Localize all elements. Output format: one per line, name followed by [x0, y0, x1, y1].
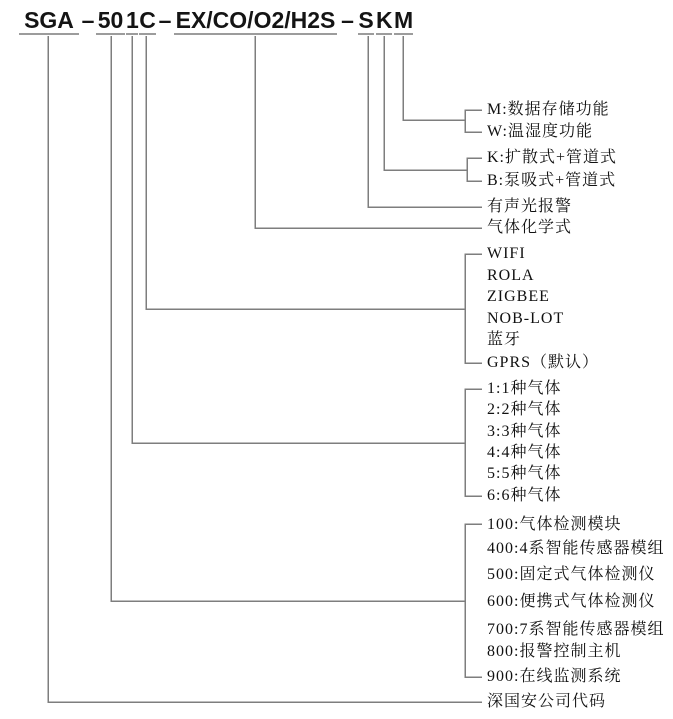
code-segment-gas-count: 1 [126, 7, 139, 33]
bracket-gas-count [465, 389, 482, 496]
legend-item-comm-wifi: WIFI [487, 245, 526, 262]
code-segment-gas-formula: EX/CO/O2/H2S [175, 7, 336, 33]
connector-sampling-line [384, 36, 467, 170]
legend-item-series-600: 600:便携式气体检测仪 [487, 593, 656, 610]
bracket-communication [465, 254, 482, 363]
legend-item-gas-count-5: 5:5种气体 [487, 465, 562, 482]
legend-item-alarm: 有声光报警 [487, 198, 573, 215]
legend-item-comm-bluetooth: 蓝牙 [487, 331, 522, 348]
connector-storage-line [403, 36, 465, 120]
legend-item-comm-rola: ROLA [487, 267, 535, 284]
legend-item-gas-count-1: 1:1种气体 [487, 380, 562, 397]
legend-item-comm-noblot: NOB-LOT [487, 310, 565, 327]
legend-item-sampling-b: B:泵吸式+管道式 [487, 172, 617, 189]
legend-item-gas-formula: 气体化学式 [487, 219, 573, 236]
legend-item-storage-w: W:温湿度功能 [487, 123, 593, 140]
legend-item-series-900: 900:在线监测系统 [487, 668, 622, 685]
bracket-sampling [467, 158, 482, 181]
legend-item-series-400: 400:4系智能传感器模组 [487, 540, 665, 557]
code-segment-alarm: S [358, 7, 374, 33]
connector-company-line [48, 36, 482, 702]
code-dash-1: – [81, 7, 95, 33]
legend-item-series-500: 500:固定式气体检测仪 [487, 566, 656, 583]
legend-item-comm-gprs: GPRS（默认） [487, 354, 600, 371]
legend-item-sampling-k: K:扩散式+管道式 [487, 149, 618, 166]
legend-item-series-700: 700:7系智能传感器模组 [487, 621, 665, 638]
legend-item-comm-zigbee: ZIGBEE [487, 288, 550, 305]
bracket-storage [465, 110, 482, 132]
code-segment-communication: C [139, 7, 156, 33]
legend-item-gas-count-3: 3:3种气体 [487, 423, 562, 440]
code-dash-2: – [158, 7, 172, 33]
legend-item-gas-count-4: 4:4种气体 [487, 444, 562, 461]
code-segment-sampling: K [376, 7, 393, 33]
code-dash-3: – [341, 7, 354, 33]
legend-item-gas-count-6: 6:6种气体 [487, 487, 562, 504]
legend-item-series-100: 100:气体检测模块 [487, 516, 622, 533]
code-segment-series: 50 [97, 7, 124, 33]
code-segment-storage: M [394, 7, 414, 33]
legend-item-company: 深国安公司代码 [487, 693, 607, 710]
legend-item-storage-m: M:数据存储功能 [487, 101, 610, 118]
legend-item-gas-count-2: 2:2种气体 [487, 401, 562, 418]
legend-item-series-800: 800:报警控制主机 [487, 643, 622, 660]
connector-communication-line [146, 36, 465, 309]
connector-gas-count-line [132, 36, 465, 443]
code-segment-company: SGA [19, 8, 79, 35]
bracket-series [465, 524, 482, 677]
